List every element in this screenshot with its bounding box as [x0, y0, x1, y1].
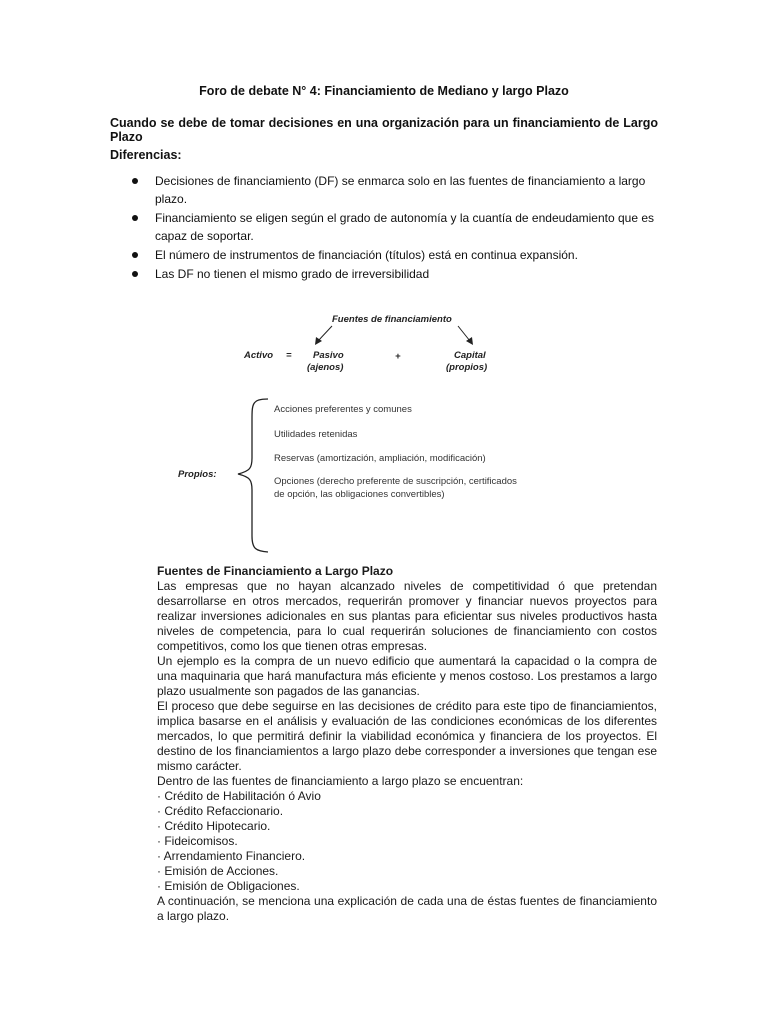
propios-item: Acciones preferentes y comunes	[274, 404, 412, 415]
financing-sources-list	[157, 789, 657, 894]
list-item: · Arrendamiento Financiero.	[157, 849, 306, 863]
equals-sign: =	[286, 350, 292, 361]
arrowhead-capital	[466, 337, 473, 345]
list-item: · Crédito Hipotecario.	[157, 819, 271, 833]
differences-label: Diferencias:	[110, 148, 182, 162]
paragraph: Dentro de las fuentes de financiamiento a largo plazo se encuentran:	[157, 774, 524, 788]
long-term-financing-section	[157, 564, 657, 924]
diagram-header: Fuentes de financiamiento	[332, 314, 452, 325]
list-item: · Emisión de Acciones.	[157, 864, 279, 878]
page-title: Foro de debate N° 4: Financiamiento de Mediano y largo Plazo	[199, 84, 569, 98]
list-item: · Crédito de Habilitación ó Avio	[157, 789, 321, 803]
capital-label: Capital	[454, 350, 486, 361]
propios-label: Propios:	[178, 469, 217, 480]
propios-item: Opciones (derecho preferente de suscripción, certificados de opción, las obligaciones convertibles)	[274, 476, 517, 500]
plus-sign: +	[395, 351, 401, 362]
propios-item: Reservas (amortización, ampliación, modificación)	[274, 453, 486, 464]
bullet-icon	[132, 178, 138, 184]
paragraph: El proceso que debe seguirse en las decisiones de crédito para este tipo de financiamientos, implica basarse en el análisis y evaluación de las condiciones económicas de los diferentes mercados, lo que permitirá definir la viabilidad económica y financiera de los proyectos. El destino de los financiamientos a largo plazo debe corresponder a inversiones que tengan ese mismo carácter.	[157, 699, 657, 773]
bullet-item: El número de instrumentos de financiación (títulos) está en continua expansión.	[130, 246, 660, 264]
propios-item: Utilidades retenidas	[274, 429, 358, 440]
pasivo-sublabel: (ajenos)	[307, 362, 344, 373]
capital-sublabel: (propios)	[446, 362, 488, 373]
arrow-to-capital	[458, 326, 470, 341]
bullet-icon	[132, 252, 138, 258]
section-heading: Fuentes de Financiamiento a Largo Plazo	[157, 564, 394, 578]
differences-list	[130, 172, 660, 284]
list-item: · Crédito Refaccionario.	[157, 804, 284, 818]
paragraph: A continuación, se menciona una explicación de cada una de éstas fuentes de financiamiento a largo plazo.	[157, 894, 657, 923]
bullet-item: Decisiones de financiamiento (DF) se enmarca solo en las fuentes de financiamiento a largo plazo.	[130, 172, 660, 208]
pasivo-label: Pasivo	[313, 350, 344, 361]
bullet-item: Financiamiento se eligen según el grado de autonomía y la cuantía de endeudamiento que es capaz de soportar.	[130, 209, 660, 245]
activo-label: Activo	[244, 350, 274, 361]
brace-shape	[238, 399, 268, 552]
arrowhead-pasivo	[315, 337, 322, 345]
question-heading: Cuando se debe de tomar decisiones en una organización para un financiamiento de Largo Plazo	[110, 116, 658, 144]
bullet-icon	[132, 271, 138, 277]
bullet-icon	[132, 215, 138, 221]
list-item: · Emisión de Obligaciones.	[157, 879, 300, 893]
bullet-item: Las DF no tienen el mismo grado de irreversibilidad	[130, 265, 660, 283]
paragraph: Un ejemplo es la compra de un nuevo edificio que aumentará la capacidad o la compra de una maquinaria que hará manufactura más eficiente y menos costoso. Los prestamos a largo plazo usualmente son pagados de las ganancias.	[157, 654, 657, 698]
paragraph: Las empresas que no hayan alcanzado niveles de competitividad ó que pretendan desarrollarse en otros mercados, requerirán promover y financiar nuevos proyectos para realizar inversiones adicionales en sus plantas para eficientar sus niveles productivos hasta niveles de competencia, para lo cual requerirán soluciones de financiamiento con costos competitivos, como los que tienen otras empresas.	[157, 579, 657, 653]
arrow-to-pasivo	[318, 326, 332, 341]
list-item: · Fideicomisos.	[157, 834, 238, 848]
